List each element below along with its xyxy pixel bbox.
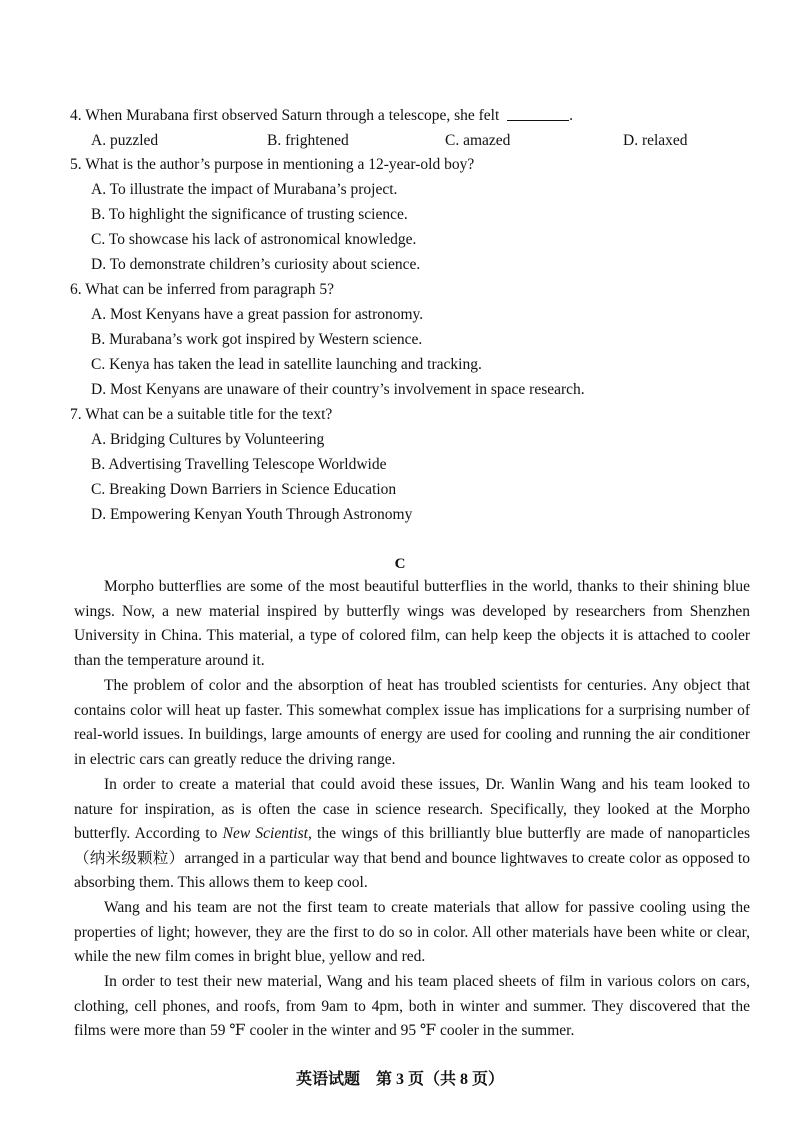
option-a: A. Bridging Cultures by Volunteering bbox=[91, 431, 325, 448]
paragraph-text: In order to create a material that could avoid these issues, Dr. Wanlin Wang and his team looked to nature for inspiration, as is often the case in science research. Specifically, they looked at the Morpho butterfly. According to bbox=[74, 776, 750, 843]
question-4 bbox=[70, 106, 573, 126]
question-stem: What is the author’s purpose in mentioning a 12-year-old boy? bbox=[85, 156, 475, 173]
question-stem: When Murabana first observed Saturn through a telescope, she felt bbox=[85, 107, 500, 124]
passage-paragraph-5: In order to test their new material, Wang and his team placed sheets of film in various colors on cars, clothing, cell phones, and roofs, from 9am to 4pm, both in winter and summer. They discovered that the films were more than 59 ℉ cooler in the winter and 95 ℉ cooler in the summer. bbox=[74, 973, 750, 1040]
question-end: . bbox=[569, 107, 574, 124]
option-a: A. puzzled bbox=[91, 132, 159, 149]
question-7 bbox=[70, 405, 332, 425]
option-c: C. Kenya has taken the lead in satellite launching and tracking. bbox=[91, 356, 482, 373]
option-c: C. Breaking Down Barriers in Science Education bbox=[91, 481, 397, 498]
passage-paragraph-3 bbox=[74, 773, 750, 896]
paragraph-text: , the wings of this brilliantly blue butterfly are made of nanoparticles（纳米级颗粒）arranged in a particular way that bend and bounce lightwaves to create color as opposed to absorbing them. This allows them to keep cool. bbox=[74, 825, 750, 892]
question-6 bbox=[70, 280, 334, 300]
option-d: D. Empowering Kenyan Youth Through Astronomy bbox=[91, 506, 413, 523]
passage-paragraph-1: Morpho butterflies are some of the most beautiful butterflies in the world, thanks to their shining blue wings. Now, a new material inspired by butterfly wings was developed by researchers from Shenzhen University in China. This material, a type of colored film, can help keep the objects it is attached to cooler than the temperature around it. bbox=[74, 578, 750, 669]
question-number: 7. bbox=[70, 406, 82, 423]
page-footer: 英语试题 第 3 页（共 8 页） bbox=[295, 1071, 504, 1088]
option-c: C. To showcase his lack of astronomical knowledge. bbox=[91, 231, 417, 248]
question-stem: What can be inferred from paragraph 5? bbox=[85, 281, 334, 298]
option-b: B. Advertising Travelling Telescope Worldwide bbox=[91, 456, 387, 473]
option-d: D. To demonstrate children’s curiosity about science. bbox=[91, 256, 421, 273]
source-title: New Scientist bbox=[222, 825, 308, 843]
section-label: C bbox=[394, 556, 406, 572]
question-stem: What can be a suitable title for the text? bbox=[85, 406, 333, 423]
option-a: A. Most Kenyans have a great passion for astronomy. bbox=[91, 306, 424, 323]
question-number: 4. bbox=[70, 107, 82, 124]
question-number: 5. bbox=[70, 156, 82, 173]
option-a: A. To illustrate the impact of Murabana’s project. bbox=[91, 181, 398, 198]
passage-paragraph-2: The problem of color and the absorption of heat has troubled scientists for centuries. Any object that contains color will heat up faster. This somewhat complex issue has implications for a surprising number of real-world issues. In buildings, large amounts of energy are used for cooling and running the air conditioner in electric cars can greatly reduce the driving range. bbox=[74, 677, 750, 768]
option-d: D. relaxed bbox=[623, 132, 688, 149]
option-b: B. Murabana’s work got inspired by Western science. bbox=[91, 331, 423, 348]
question-number: 6. bbox=[70, 281, 82, 298]
option-d: D. Most Kenyans are unaware of their country’s involvement in space research. bbox=[91, 381, 585, 398]
answer-blank bbox=[507, 106, 569, 121]
option-b: B. To highlight the significance of trusting science. bbox=[91, 206, 408, 223]
passage-paragraph-4: Wang and his team are not the first team to create materials that allow for passive cooling using the properties of light; however, they are the first to do so in color. All other materials have been white or clear, while the new film comes in bright blue, yellow and red. bbox=[74, 899, 750, 966]
question-5 bbox=[70, 155, 474, 175]
option-c: C. amazed bbox=[445, 132, 511, 149]
option-b: B. frightened bbox=[267, 132, 349, 149]
